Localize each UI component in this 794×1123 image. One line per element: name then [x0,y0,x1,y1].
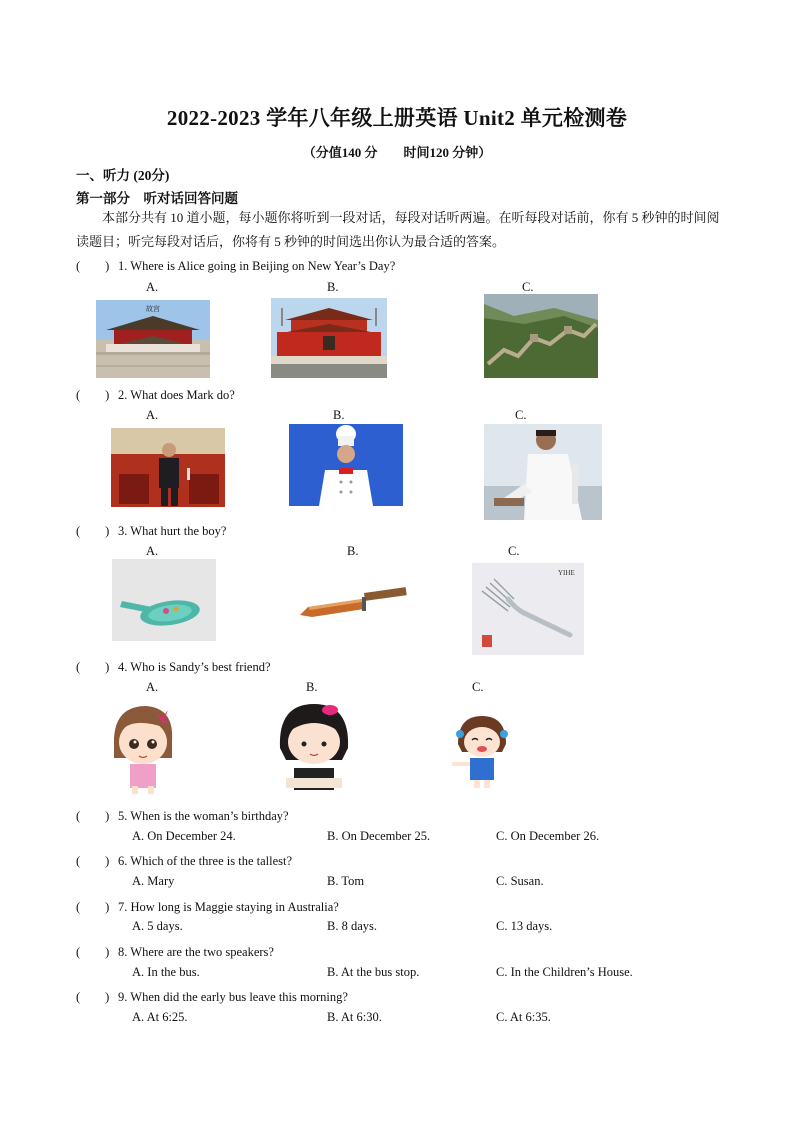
score-info: （分值140 分 [302,145,378,160]
option-label-b: B. [347,544,359,558]
part-heading: 第一部分 听对话回答问题 [76,191,238,206]
option-b[interactable]: B. At 6:30. [327,1010,382,1024]
forbidden-city-image[interactable] [96,300,210,378]
fork-image[interactable] [472,563,584,655]
question-text: 9. When did the early bus leave this morning? [118,990,348,1004]
spoon-image[interactable] [112,559,216,641]
option-b[interactable]: B. At the bus stop. [327,965,420,979]
option-c[interactable]: C. In the Children’s House. [496,965,633,979]
answer-blank[interactable]: ( ) [76,900,110,914]
option-label-b: B. [333,408,345,422]
answer-blank[interactable]: ( ) [76,259,110,273]
option-c[interactable]: C. At 6:35. [496,1010,551,1024]
section-heading: 一、听力 (20分) [76,168,170,183]
option-b[interactable]: B. Tom [327,874,365,888]
option-a[interactable]: A. At 6:25. [132,1010,188,1024]
time-info: 时间120 分钟） [403,145,492,160]
chef-image[interactable] [289,424,403,506]
exam-info [0,142,794,161]
knife-image[interactable] [298,585,408,621]
question-4 [76,657,271,675]
girl-b-image[interactable] [268,698,360,796]
girl-c-image[interactable] [446,712,516,792]
question-text: 7. How long is Maggie staying in Australia? [118,900,339,914]
answer-blank[interactable]: ( ) [76,990,110,1004]
question-2 [76,385,235,403]
option-label-a: A. [146,280,159,294]
question-3 [76,521,226,539]
question-6 [76,851,292,869]
option-b[interactable]: B. 8 days. [327,919,377,933]
option-label-a: A. [146,680,159,694]
answer-blank[interactable]: ( ) [76,524,110,538]
doctor-image[interactable] [484,424,602,520]
question-5 [76,806,289,824]
answer-blank[interactable]: ( ) [76,388,110,402]
palace-sign: 故宫 [146,305,160,313]
answer-blank[interactable]: ( ) [76,660,110,674]
fork-brand: YIHE [558,569,575,577]
waiter-image[interactable] [111,428,225,507]
page-title: 2022-2023 学年八年级上册英语 Unit2 单元检测卷 [166,106,628,130]
answer-blank[interactable]: ( ) [76,854,110,868]
instructions: 本部分共有 10 道小题，每小题你将听到一段对话，每段对话听两遍。在听每段对话前，你有 5 秒钟的时间阅读题目；听完每段对话后，你将有 5 秒钟的时间选出你认为最合适的答案。 [76,210,720,249]
question-text: 3. What hurt the boy? [118,524,227,538]
option-label-c: C. [522,280,534,294]
question-8 [76,942,274,960]
option-c[interactable]: C. On December 26. [496,829,600,843]
great-wall-image[interactable] [484,294,598,378]
answer-blank[interactable]: ( ) [76,945,110,959]
option-b[interactable]: B. On December 25. [327,829,431,843]
option-label-c: C. [508,544,520,558]
option-label-c: C. [472,680,484,694]
question-text: 6. Which of the three is the tallest? [118,854,293,868]
question-1 [76,256,395,274]
option-label-b: B. [306,680,318,694]
tiananmen-image[interactable] [271,298,387,378]
option-label-c: C. [515,408,527,422]
option-a[interactable]: A. Mary [132,874,175,888]
question-text: 5. When is the woman’s birthday? [118,809,289,823]
option-label-a: A. [146,544,159,558]
option-c[interactable]: C. Susan. [496,874,544,888]
option-a[interactable]: A. 5 days. [132,919,183,933]
option-label-b: B. [327,280,339,294]
option-a[interactable]: A. On December 24. [132,829,236,843]
question-text: 8. Where are the two speakers? [118,945,274,959]
answer-blank[interactable]: ( ) [76,809,110,823]
girl-a-image[interactable] [92,698,192,796]
option-a[interactable]: A. In the bus. [132,965,200,979]
question-text: 1. Where is Alice going in Beijing on New Year’s Day? [118,259,396,273]
question-text: 2. What does Mark do? [118,388,235,402]
option-c[interactable]: C. 13 days. [496,919,553,933]
option-label-a: A. [146,408,159,422]
question-text: 4. Who is Sandy’s best friend? [118,660,271,674]
question-9 [76,987,348,1005]
question-7 [76,897,339,915]
